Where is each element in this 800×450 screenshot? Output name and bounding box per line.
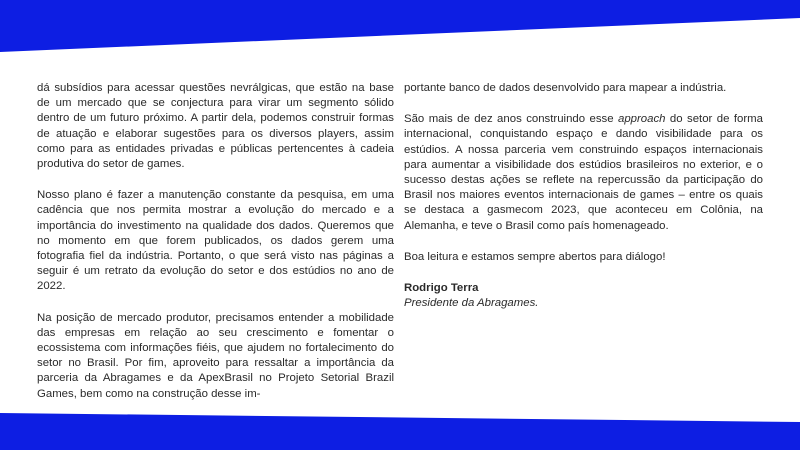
right-paragraph-2-end: do setor de forma internacional, conquistando espaço e dando visibilidade para os estúdios. A nossa parceria vem construindo espaços internacionais para aumentar a visibilidade dos estúdios brasileiros no exterior, e o sucesso destas ações se reflete na repercussão da participação do Brasil nos maiores eventos internacionais de games – entre os quais se destaca a gasmecom 2023, que aconteceu em Colônia, na Alemanha, e teve o Brasil como país homenageado. (404, 113, 763, 232)
right-paragraph-1: portante banco de dados desenvolvido para mapear a indústria. (404, 82, 727, 94)
right-text-column (404, 81, 763, 311)
bottom-band-shape (0, 413, 800, 450)
signature-role: Presidente da Abragames. (404, 297, 539, 310)
right-paragraph-2 (404, 112, 763, 234)
left-paragraph-2: Nosso plano é fazer a manutenção constante da pesquisa, em uma cadência que nos permita mostrar a evolução do mercado e a importância do investimento na qualidade dos dados. Queremos que no momento em que forem publicados, os dados gerem uma fotografia fiel da indústria. Portanto, o que será visto nas páginas a seguir é um retrato da evolução do setor e dos estúdios no ano de 2022. (37, 189, 394, 293)
top-band-shape (0, 0, 800, 52)
left-paragraph-1: dá subsídios para acessar questões nevrálgicas, que estão na base de um mercado que se conjectura para virar um segmento sólido dentro de um futuro próximo. A partir dela, podemos construir formas de atuação e elaborar sugestões para os diversos players, assim como para as entidades privadas e públicas pertencentes à cadeia produtiva do setor de games. (37, 82, 394, 171)
closing-line: Boa leitura e estamos sempre abertos para diálogo! (404, 250, 666, 263)
approach-emphasis: approach (618, 113, 666, 126)
left-text-column (37, 81, 394, 418)
signature-name: Rodrigo Terra (404, 282, 479, 295)
right-paragraph-2-start: São mais de dez anos construindo esse (404, 113, 618, 126)
top-blue-band (0, 0, 800, 60)
left-paragraph-3: Na posição de mercado produtor, precisamos entender a mobilidade das empresas em relação ao seu crescimento e fomentar o ecossistema com informações fiéis, que ajudem no fortalecimento do setor no Brasil. Por fim, aproveito para ressaltar a importância da parceria da Abragames e da ApexBrasil no Projeto Setorial Brazil Games, bem como na construção desse im- (37, 311, 394, 400)
signature-block (404, 281, 763, 311)
bottom-blue-band (0, 410, 800, 450)
